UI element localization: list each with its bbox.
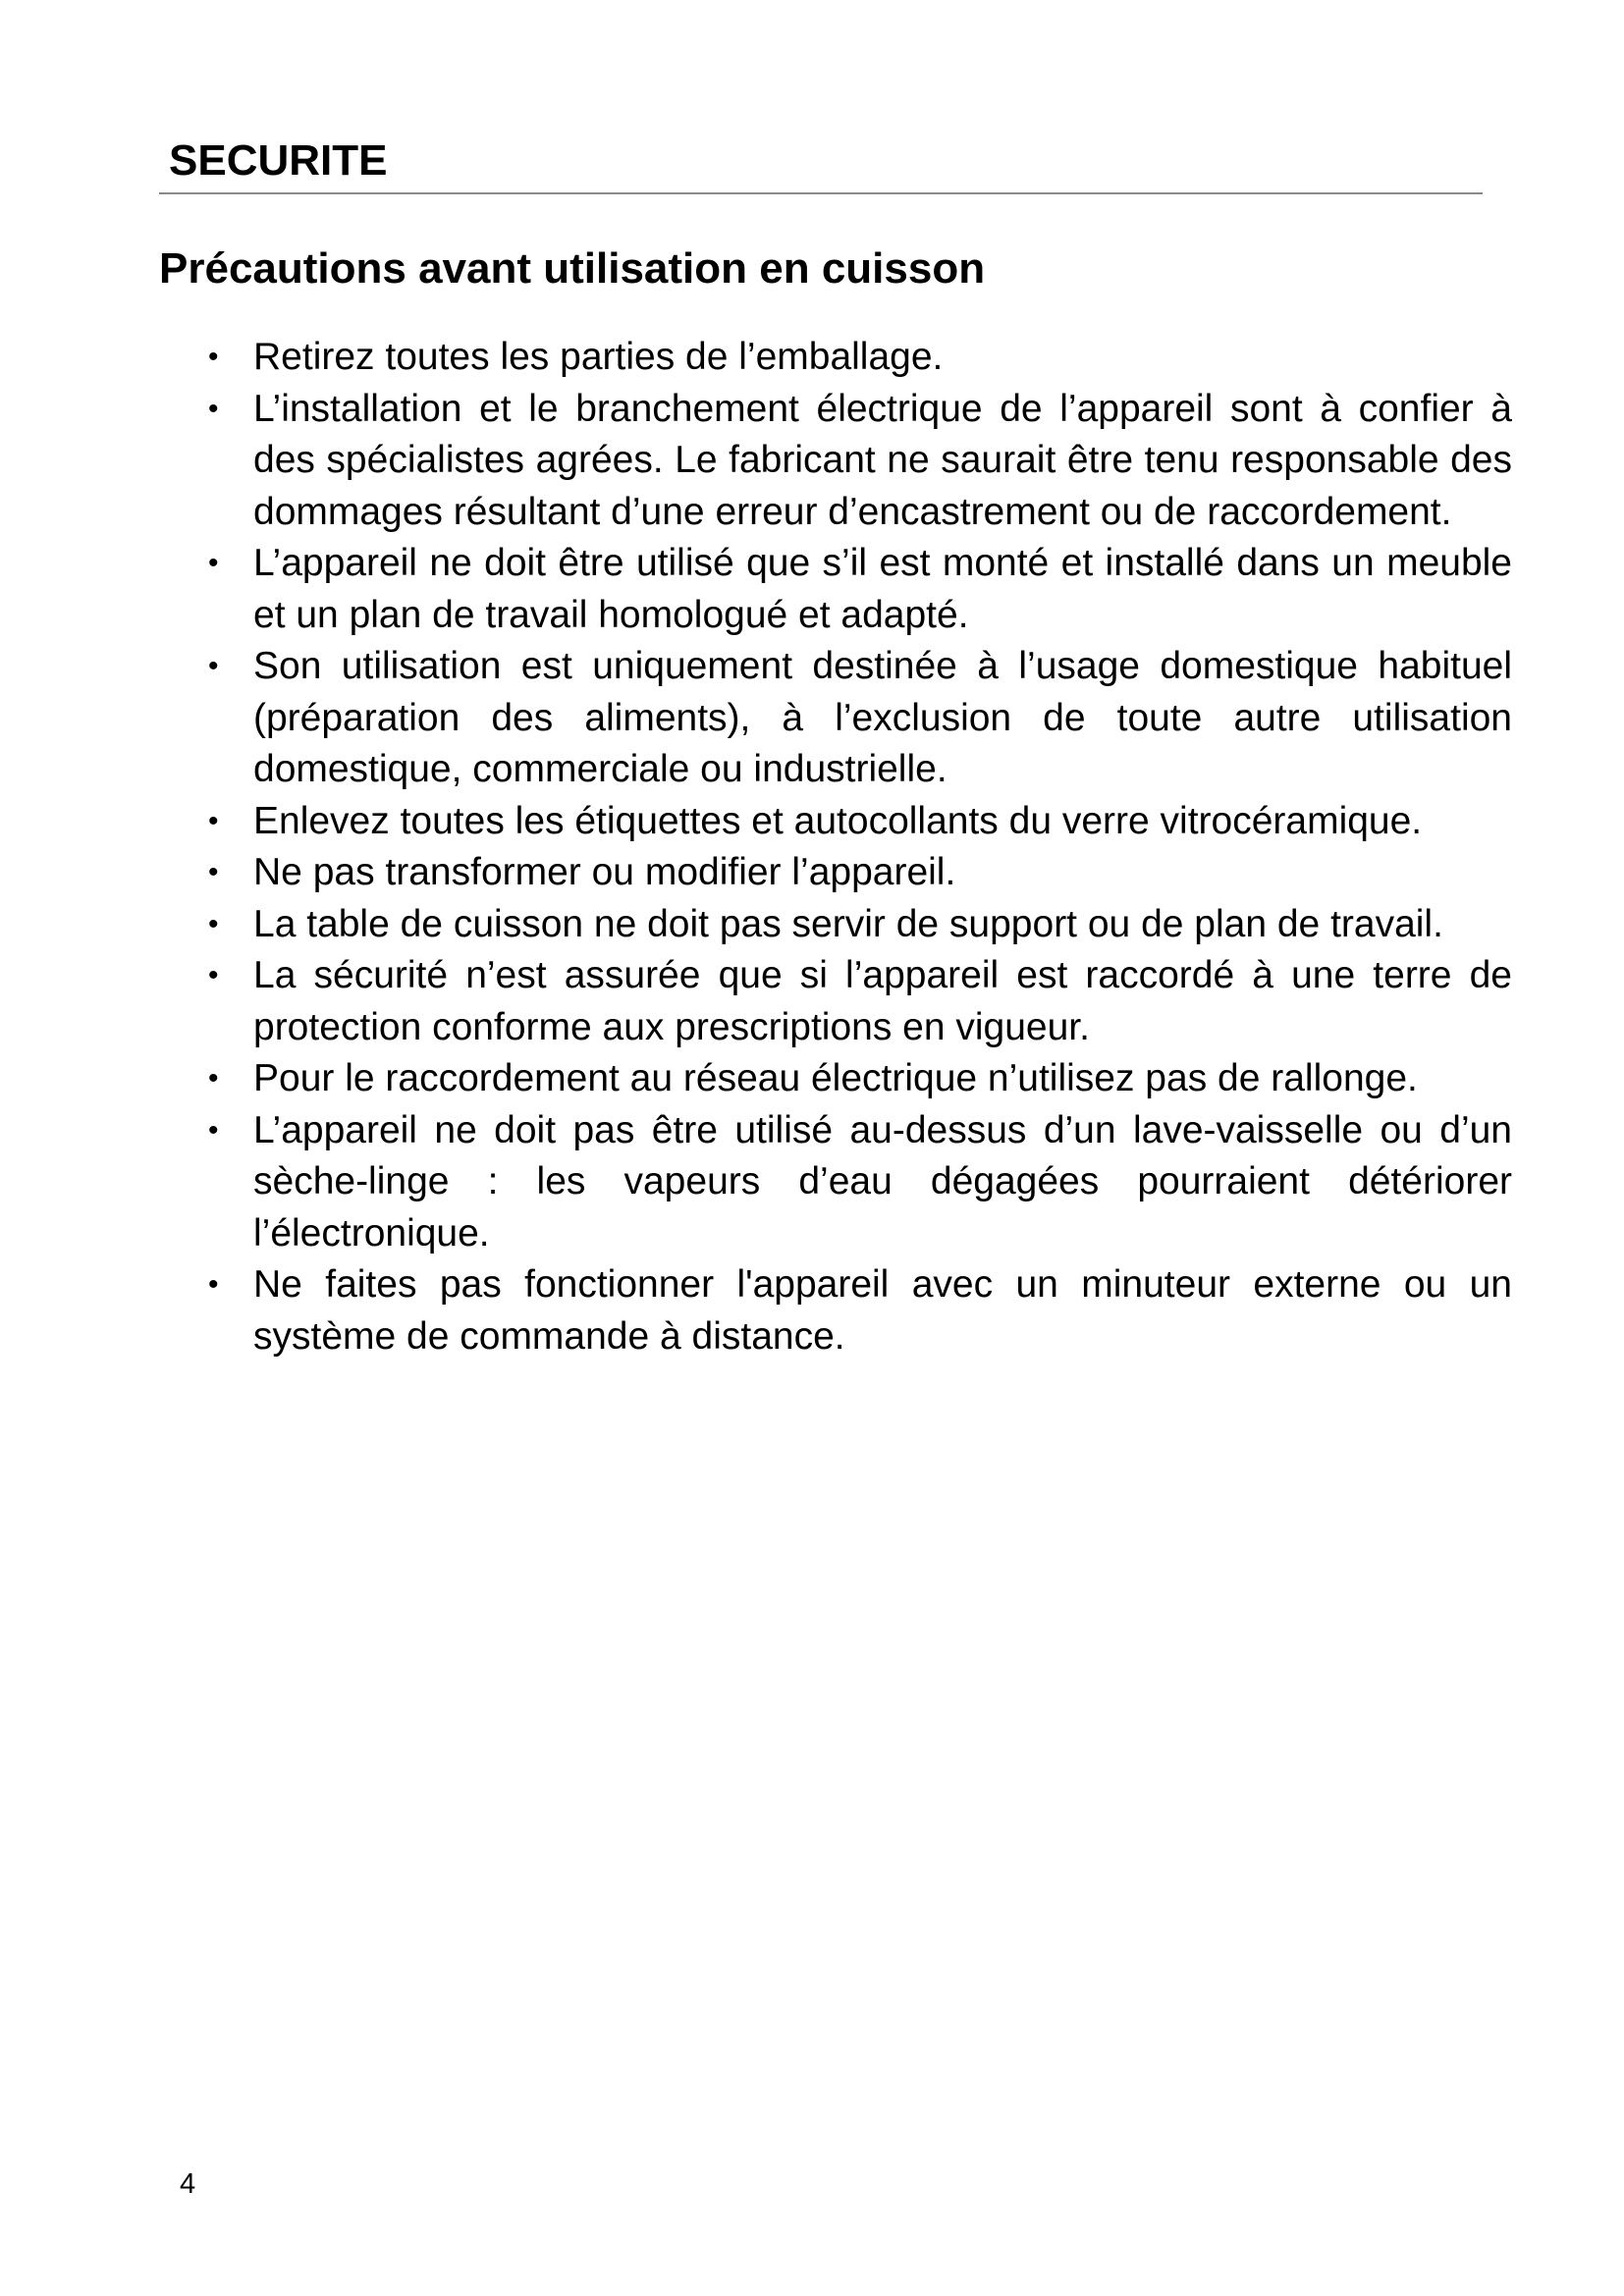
list-item (196, 1105, 1512, 1260)
list-item (196, 847, 1512, 899)
bullet-icon: • (208, 856, 219, 888)
page-subtitle: Précautions avant utilisation en cuisson (159, 244, 986, 293)
list-item-text: Ne pas transformer ou modifier l’appareil. (253, 851, 956, 893)
list-item-text: Pour le raccordement au réseau électrique n’utilisez pas de rallonge. (253, 1057, 1418, 1099)
precautions-list (196, 332, 1512, 1362)
bullet-icon: • (208, 1113, 219, 1147)
list-item-text: La sécurité n’est assurée que si l’appareil est raccordé à une terre de protection conforme aux prescriptions en vigueur. (253, 954, 1512, 1048)
list-item (196, 899, 1512, 951)
list-item-text: Retirez toutes les parties de l’emballage. (253, 336, 944, 378)
page-number: 4 (180, 2168, 196, 2200)
bullet-icon: • (208, 341, 219, 373)
list-item (196, 796, 1512, 848)
list-item (196, 950, 1512, 1053)
bullet-icon: • (208, 959, 219, 991)
bullet-icon: • (208, 650, 219, 682)
list-item (196, 384, 1512, 539)
list-item (196, 641, 1512, 796)
list-item-text: L’appareil ne doit être utilisé que s’il est monté et installé dans un meuble et un plan de travail homologué et adapté. (253, 542, 1512, 636)
bullet-icon: • (208, 392, 219, 425)
bullet-icon: • (208, 1268, 219, 1301)
section-title: SECURITE (169, 136, 388, 185)
list-item-text: Enlevez toutes les étiquettes et autocollants du verre vitrocéramique. (253, 799, 1423, 842)
bullet-icon: • (208, 804, 219, 837)
section-header (159, 135, 1483, 194)
list-item-text: Son utilisation est uniquement destinée à l’usage domestique habituel (préparation des aliments), à l’exclusion de toute autre utilisation domestique, commerciale ou industrielle. (253, 645, 1512, 790)
list-item-text: La table de cuisson ne doit pas servir de support ou de plan de travail. (253, 902, 1443, 945)
bullet-icon: • (208, 1062, 219, 1095)
list-item (196, 1259, 1512, 1362)
list-item-text: Ne faites pas fonctionner l'appareil avec un minuteur externe ou un système de commande à distance. (253, 1263, 1512, 1358)
list-item (196, 332, 1512, 384)
list-item (196, 1053, 1512, 1105)
list-item-text: L’appareil ne doit pas être utilisé au-dessus d’un lave-vaisselle ou d’un sèche-linge : les vapeurs d’eau dégagées pourraient détériorer l’électronique. (253, 1108, 1512, 1255)
list-item (196, 538, 1512, 641)
list-item-text: L’installation et le branchement électrique de l’appareil sont à confier à des spécialistes agrées. Le fabricant ne saurait être tenu responsable des dommages résultant d’une erreur d’encastrement ou de raccordement. (253, 387, 1512, 533)
bullet-icon: • (208, 547, 219, 579)
bullet-icon: • (208, 907, 219, 940)
